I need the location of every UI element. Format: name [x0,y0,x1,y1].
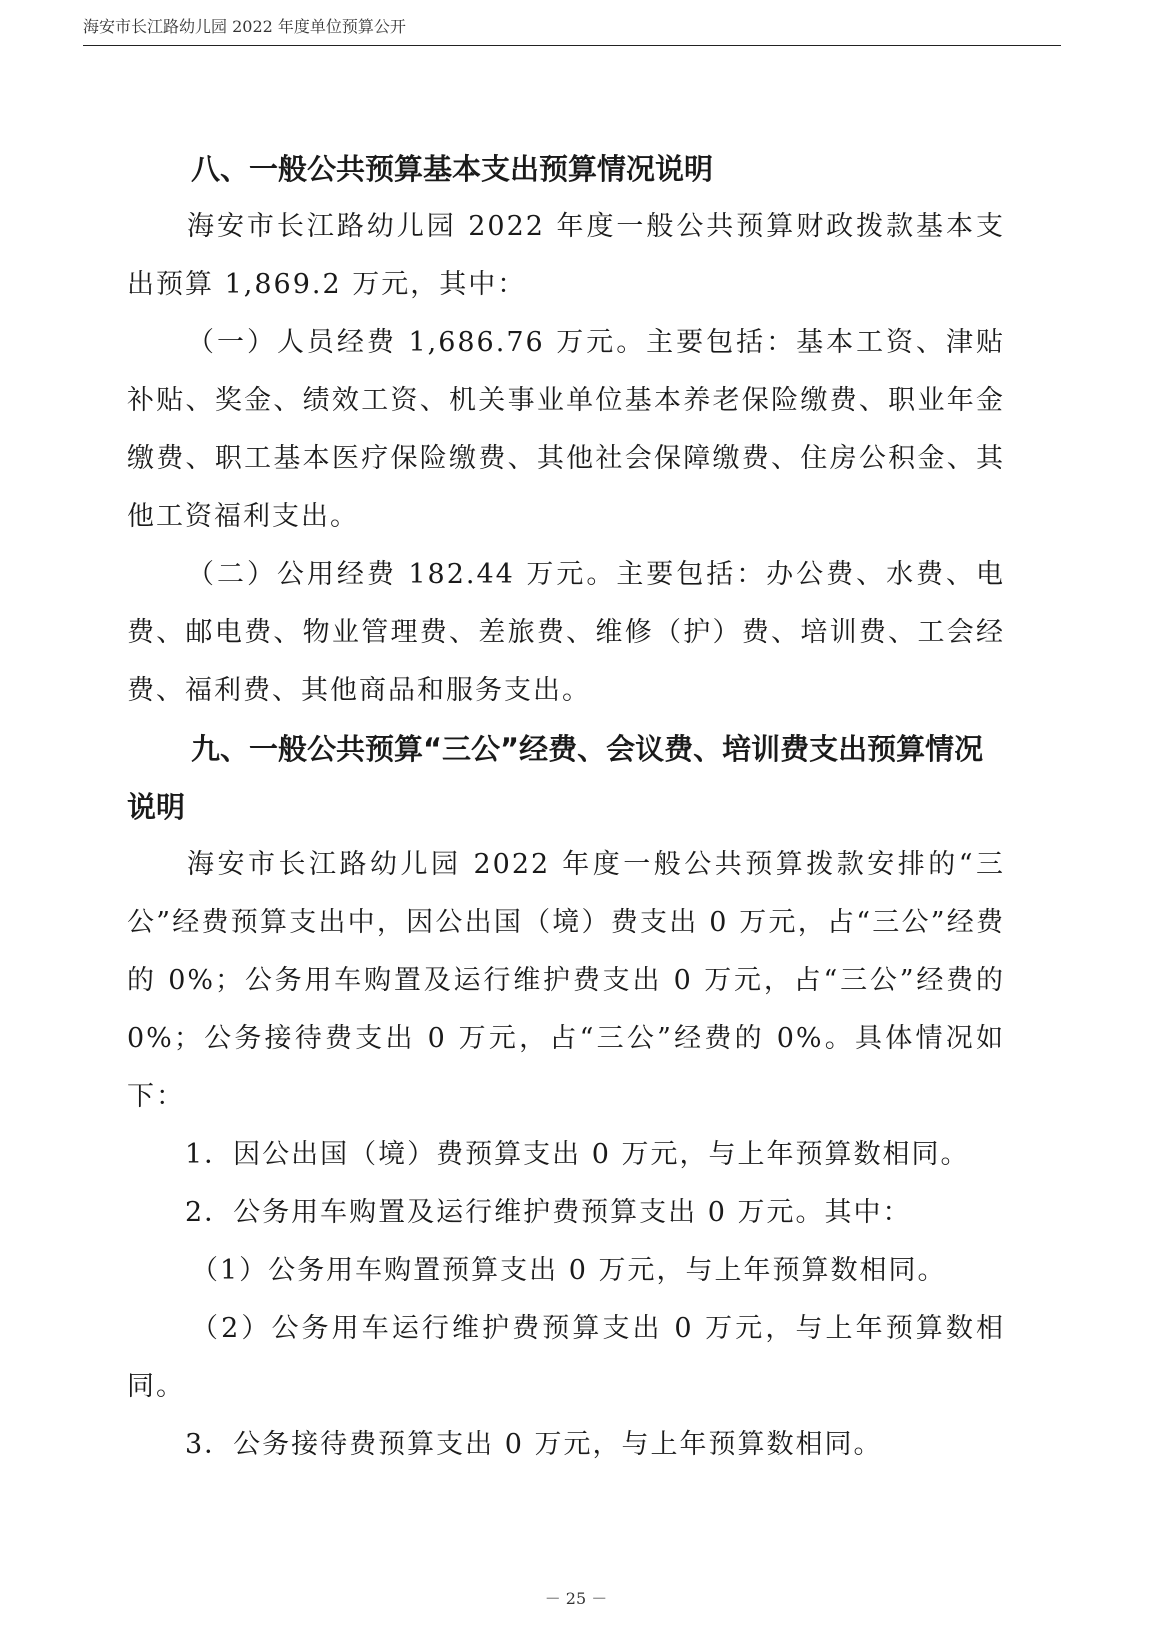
section-8-paragraph-2: （一）人员经费 1,686.76 万元。主要包括：基本工资、津贴补贴、奖金、绩效工资、机关事业单位基本养老保险缴费、职业年金缴费、职工基本医疗保险缴费、其他社会保障缴费、住房公积金、其他工资福利支出。 [127,327,1005,532]
page-number: － 25 － [544,1589,608,1608]
section-9-subitem-1: （1）公务用车购置预算支出 0 万元，与上年预算数相同。 [191,1255,947,1286]
section-9-subitem-2: （2）公务用车运行维护费预算支出 0 万元，与上年预算数相同。 [127,1313,1005,1402]
page-footer [0,1586,1152,1609]
page-header [83,14,1061,46]
section-9-item-1: 1．因公出国（境）费预算支出 0 万元，与上年预算数相同。 [185,1139,970,1170]
section-9-heading: 九、一般公共预算“三公”经费、会议费、培训费支出预算情况说明 [127,732,984,824]
section-8-paragraph-3: （二）公用经费 182.44 万元。主要包括：办公费、水费、电费、邮电费、物业管理费、差旅费、维修（护）费、培训费、工会经费、福利费、其他商品和服务支出。 [127,559,1005,706]
section-8-paragraph-1: 海安市长江路幼儿园 2022 年度一般公共预算财政拨款基本支出预算 1,869.2 万元，其中： [127,211,1005,300]
section-9-paragraph-1: 海安市长江路幼儿园 2022 年度一般公共预算拨款安排的“三公”经费预算支出中，因公出国（境）费支出 0 万元，占“三公”经费的 0%；公务用车购置及运行维护费支出 0 万元，占“三公”经费的 0%；公务接待费支出 0 万元，占“三公”经费的 0%。具体情况如下： [127,849,1005,1112]
section-9-item-3: 3．公务接待费预算支出 0 万元，与上年预算数相同。 [185,1429,883,1460]
section-9-item-2: 2．公务用车购置及运行维护费预算支出 0 万元。其中： [185,1197,912,1228]
document-body [127,140,1005,1474]
header-title: 海安市长江路幼儿园 2022 年度单位预算公开 [83,17,406,36]
section-8-heading: 八、一般公共预算基本支出预算情况说明 [191,152,714,186]
